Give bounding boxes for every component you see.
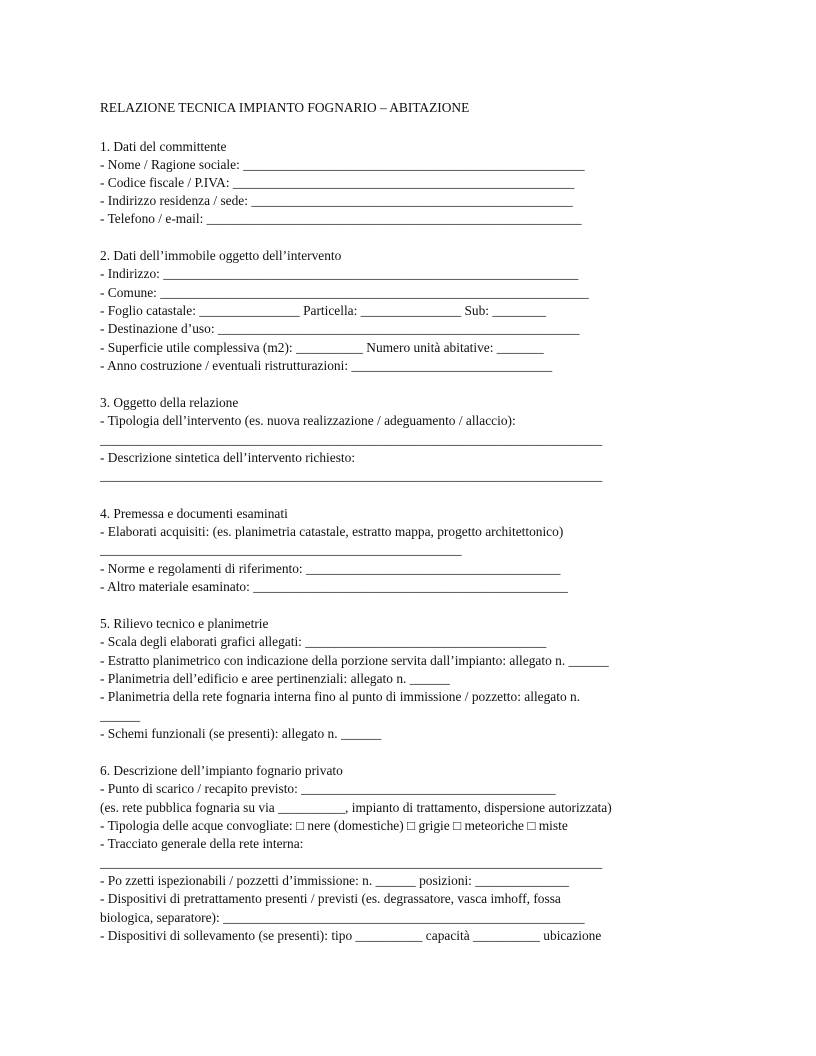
field-altro-materiale: - Altro materiale esaminato: _______________________________________________ xyxy=(100,579,568,594)
section-heading-rilievo: 5. Rilievo tecnico e planimetrie xyxy=(100,616,269,631)
field-tracciato-generale: - Tracciato generale della rete interna: xyxy=(100,836,304,851)
section-heading-committente: 1. Dati del committente xyxy=(100,139,227,154)
blank-line: ___________________________________________________________________________ xyxy=(100,855,603,870)
document-title: RELAZIONE TECNICA IMPIANTO FOGNARIO – ABITAZIONE xyxy=(100,100,470,115)
blank-line: ___________________________________________________________________________ xyxy=(100,468,603,483)
field-anno-costruzione: - Anno costruzione / eventuali ristrutturazioni: ______________________________ xyxy=(100,358,553,373)
field-foglio-catastale: - Foglio catastale: _______________ Particella: _______________ Sub: ________ xyxy=(100,303,546,318)
field-scala-elaborati: - Scala degli elaborati grafici allegati: ____________________________________ xyxy=(100,634,547,649)
field-superficie: - Superficie utile complessiva (m2): __________ Numero unità abitative: _______ xyxy=(100,340,544,355)
field-indirizzo-residenza: - Indirizzo residenza / sede: ________________________________________________ xyxy=(100,193,573,208)
field-telefono: - Telefono / e-mail: ________________________________________________________ xyxy=(100,211,582,226)
field-pozzetti: - Po zzetti ispezionabili / pozzetti d’immissione: n. ______ posizioni: ______________ xyxy=(100,873,569,888)
field-indirizzo: - Indirizzo: ______________________________________________________________ xyxy=(100,266,579,281)
field-tipologia-intervento: - Tipologia dell’intervento (es. nuova realizzazione / adeguamento / allaccio): xyxy=(100,413,516,428)
field-codice-fiscale: - Codice fiscale / P.IVA: ___________________________________________________ xyxy=(100,175,575,190)
field-destinazione: - Destinazione d’uso: ______________________________________________________ xyxy=(100,321,580,336)
field-elaborati-acquisiti: - Elaborati acquisiti: (es. planimetria catastale, estratto mappa, progetto architettonico) xyxy=(100,524,564,539)
field-esempio-rete: (es. rete pubblica fognaria su via __________, impianto di trattamento, dispersione autorizzata) xyxy=(100,800,612,815)
field-schemi-funzionali: - Schemi funzionali (se presenti): allegato n. ______ xyxy=(100,726,382,741)
field-estratto-planimetrico: - Estratto planimetrico con indicazione della porzione servita dall’impianto: allegato n. ______ xyxy=(100,653,609,668)
field-descrizione-sintetica: - Descrizione sintetica dell’intervento richiesto: xyxy=(100,450,356,465)
field-pretrattamento: - Dispositivi di pretrattamento presenti / previsti (es. degrassatore, vasca imhoff, fossa xyxy=(100,891,561,906)
field-norme: - Norme e regolamenti di riferimento: ______________________________________ xyxy=(100,561,561,576)
section-heading-immobile: 2. Dati dell’immobile oggetto dell’intervento xyxy=(100,248,342,263)
field-punto-scarico: - Punto di scarico / recapito previsto: ______________________________________ xyxy=(100,781,556,796)
field-planimetria-edificio: - Planimetria dell’edificio e aree pertinenziali: allegato n. ______ xyxy=(100,671,450,686)
field-comune: - Comune: ________________________________________________________________ xyxy=(100,285,589,300)
field-sollevamento: - Dispositivi di sollevamento (se presenti): tipo __________ capacità __________ ubicazione xyxy=(100,928,602,943)
field-tipologia-acque: - Tipologia delle acque convogliate: □ nere (domestiche) □ grigie □ meteoriche □ miste xyxy=(100,818,568,833)
field-nome: - Nome / Ragione sociale: ___________________________________________________ xyxy=(100,157,585,172)
section-heading-impianto: 6. Descrizione dell’impianto fognario privato xyxy=(100,763,343,778)
section-heading-premessa: 4. Premessa e documenti esaminati xyxy=(100,506,288,521)
field-planimetria-rete: - Planimetria della rete fognaria interna fino al punto di immissione / pozzetto: allegato n. xyxy=(100,689,581,704)
section-heading-oggetto: 3. Oggetto della relazione xyxy=(100,395,239,410)
blank-line: ___________________________________________________________________________ xyxy=(100,432,603,447)
blank-line: ______ xyxy=(100,708,141,723)
blank-line: ______________________________________________________ xyxy=(100,542,462,557)
field-pretrattamento-cont: biologica, separatore): ______________________________________________________ xyxy=(100,910,585,925)
